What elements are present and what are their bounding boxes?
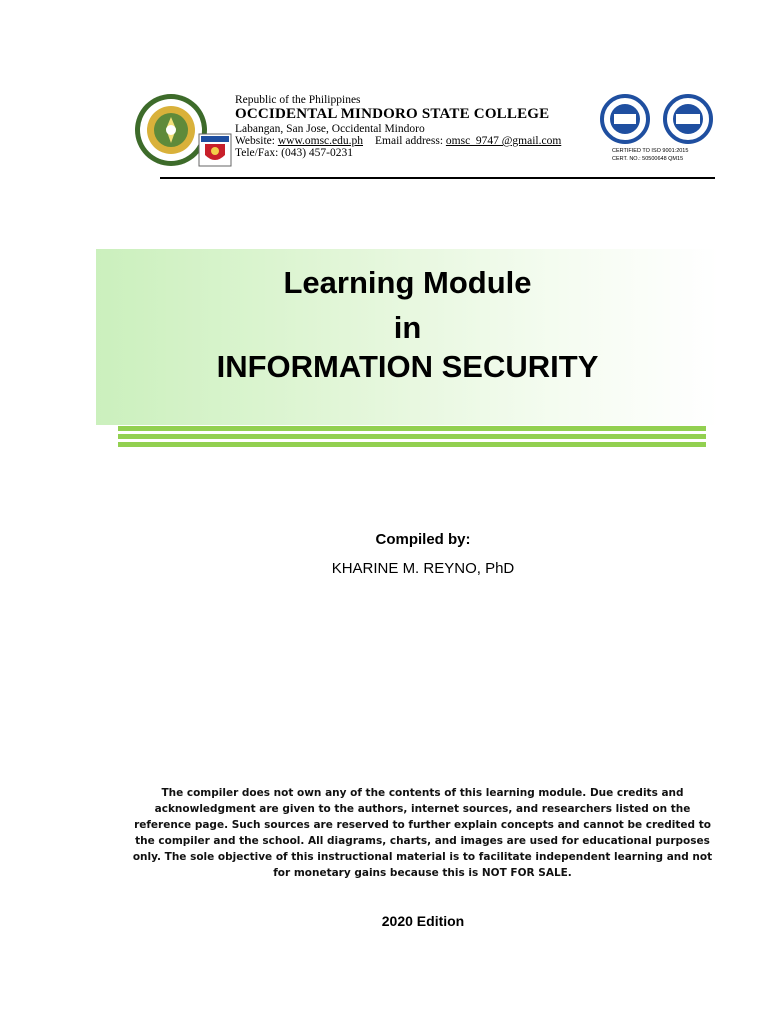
green-stripe [118,442,706,447]
compiled-by-label: Compiled by: [375,531,471,548]
website-label: Website: [235,135,275,147]
title-line-2: in [393,310,422,345]
telefax-line: Tele/Fax: (043) 457-0231 [235,147,354,159]
title-line-3: INFORMATION SECURITY [216,349,599,384]
letterhead-divider [160,177,715,179]
college-seal-logo [134,93,208,167]
disclaimer-text: The compiler does not own any of the contents of this learning module. Due credits and acknowledgment are given to the authors, internet sources, and researchers listed on the reference page. Such sources are reserved to further explain concepts and cannot be credited to the compiler and the school. All diagrams, charts, and images are used for educational purposes only. The sole objective of this instructional material is to facilitate independent learning and not for monetary gains because this is NOT FOR SALE. [132,787,713,879]
cert-standard: CERTIFIED TO ISO 9001:2015 [612,148,689,154]
title-line-1: Learning Module [283,265,532,300]
website-link[interactable]: www.omsc.edu.ph [277,135,363,147]
compiler-name: KHARINE M. REYNO, PhD [331,560,515,577]
edition-label: 2020 Edition [381,913,465,929]
omsc-shield-logo [198,133,232,167]
contact-line [235,135,561,147]
email-label: Email address: [375,135,444,147]
college-address: Labangan, San Jose, Occidental Mindoro [235,123,425,135]
cert-number: CERT. NO.: 50500648 QM15 [612,156,684,162]
green-stripe [118,434,706,439]
email-link[interactable]: omsc_9747 @gmail.com [445,135,562,147]
green-stripe [118,426,706,431]
iso-certification-logos [590,94,720,144]
republic-line: Republic of the Philippines [235,94,361,106]
college-name: OCCIDENTAL MINDORO STATE COLLEGE [235,106,550,122]
